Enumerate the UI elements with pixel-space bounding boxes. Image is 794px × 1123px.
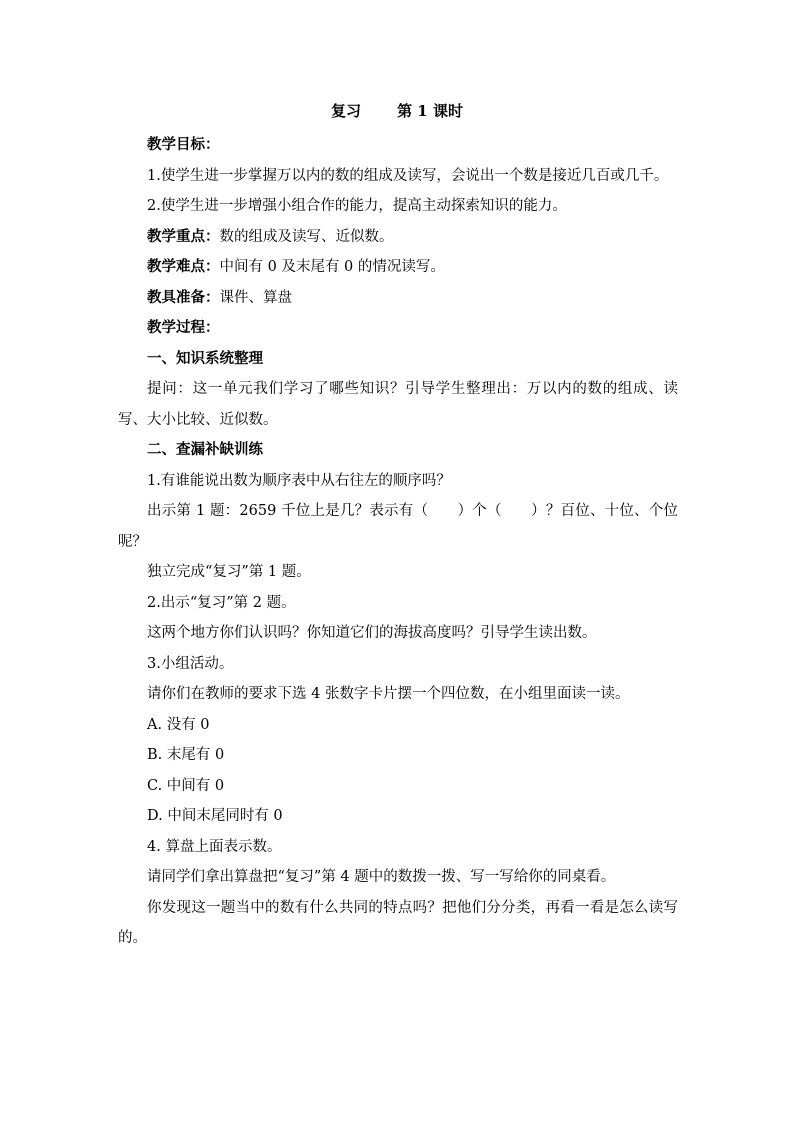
item-1: 1.有谁能说出数为顺序表中从右往左的顺序吗？ bbox=[147, 472, 451, 489]
section-2-heading: 二、查漏补缺训练 bbox=[147, 441, 263, 458]
item-2-text: 这两个地方你们认识吗？你知道它们的海拔高度吗？引导学生读出数。 bbox=[147, 625, 597, 641]
key-text: 数的组成及读写、近似数。 bbox=[219, 228, 394, 245]
item-4: 4. 算盘上面表示数。 bbox=[147, 838, 282, 855]
goal-1: 1.使学生进一步掌握万以内的数的组成及读写，会说出一个数是接近几百或几千。 bbox=[147, 167, 669, 184]
difficulty-text: 中间有 0 及末尾有 0 的情况读写。 bbox=[219, 259, 445, 275]
item-4-text: 请同学们拿出算盘把“复习”第 4 题中的数拨一拨、写一写给你的同桌看。 bbox=[147, 869, 616, 885]
process-heading: 教学过程： bbox=[147, 319, 220, 336]
goals-heading: 教学目标： bbox=[147, 136, 220, 153]
key-label: 教学重点： bbox=[147, 227, 220, 245]
item-2: 2.出示“复习”第 2 题。 bbox=[147, 594, 296, 611]
item-3-text: 请你们在教师的要求下选 4 张数字卡片摆一个四位数，在小组里面读一读。 bbox=[147, 686, 630, 702]
page-title bbox=[0, 100, 794, 122]
option-a: A. 没有 0 bbox=[147, 716, 210, 733]
teaching-tools bbox=[118, 283, 678, 314]
option-d: D. 中间末尾同时有 0 bbox=[147, 808, 283, 824]
item-4-question: 你发现这一题当中的数有什么共同的特点吗？把他们分分类，再看一看是怎么读写的。 bbox=[118, 899, 678, 946]
tools-text: 课件、算盘 bbox=[219, 289, 292, 306]
difficulty-label: 教学难点： bbox=[147, 258, 220, 275]
item-1-question: 出示第 1 题：2659 千位上是几？表示有（ ）个（ ）？百位、十位、个位呢？ bbox=[118, 503, 678, 550]
section-1-text: 提问：这一单元我们学习了哪些知识？引导学生整理出：万以内的数的组成、读写、大小比较、近似数。 bbox=[118, 381, 678, 428]
tools-label: 教具准备： bbox=[147, 288, 220, 306]
document-body bbox=[118, 130, 678, 954]
option-b: B. 末尾有 0 bbox=[147, 747, 225, 763]
goal-2: 2.使学生进一步增强小组合作的能力，提高主动探索知识的能力。 bbox=[147, 198, 567, 214]
title-right: 第 1 课时 bbox=[397, 102, 463, 120]
section-1-heading: 一、知识系统整理 bbox=[147, 349, 263, 367]
option-c: C. 中间有 0 bbox=[147, 777, 225, 794]
key-points bbox=[118, 222, 678, 253]
difficulties bbox=[118, 252, 678, 283]
item-3: 3.小组活动。 bbox=[147, 655, 234, 672]
item-1-task: 独立完成“复习”第 1 题。 bbox=[147, 564, 311, 580]
title-left: 复习 bbox=[331, 102, 362, 120]
